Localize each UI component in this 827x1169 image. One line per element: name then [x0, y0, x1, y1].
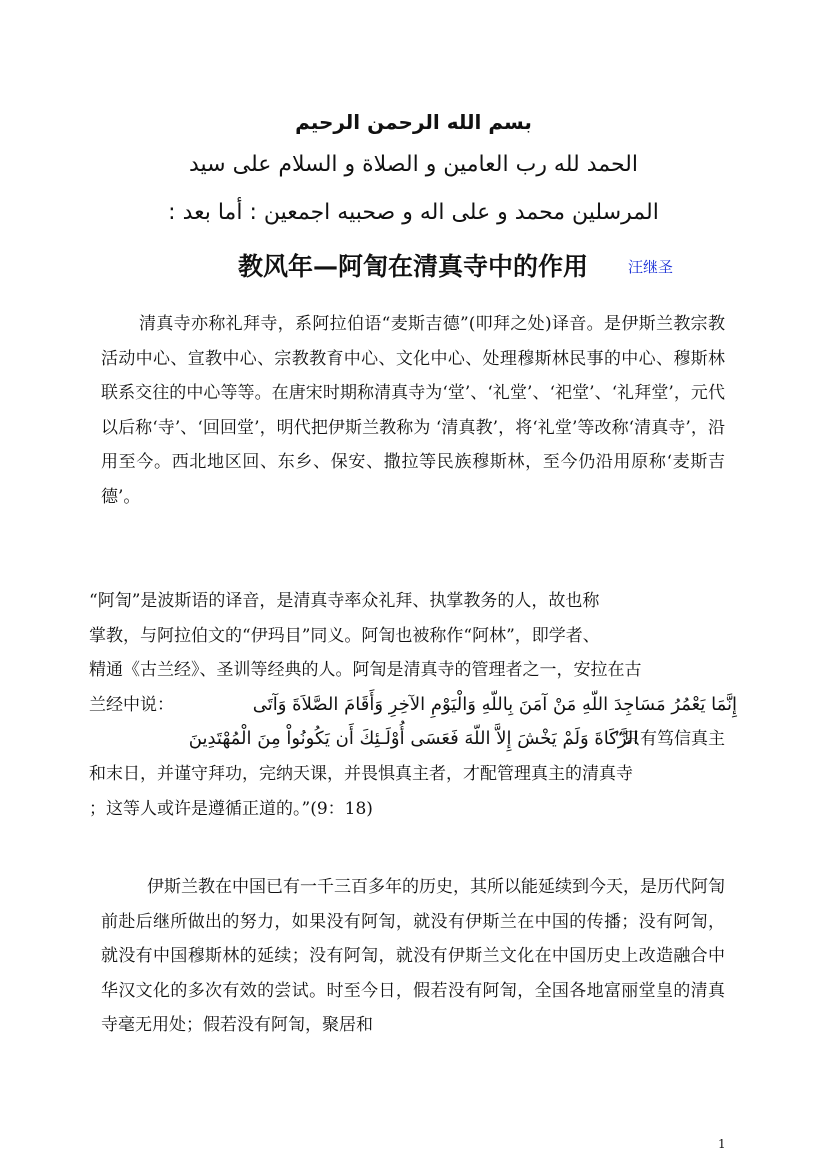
paragraph-imam-role: [89, 584, 737, 826]
translation-start: “只有笃信真主: [614, 729, 725, 750]
title-row: [0, 247, 827, 287]
paragraph-line: 和末日，并谨守拜功，完纳天课，并畏惧真主者，才配管理真主的清真寺: [89, 763, 633, 784]
arabic-praise-line-2: المرسلين محمد و على اله و صحبيه اجمعين : أما بعد :: [168, 200, 659, 225]
paragraph-mosque-definition: 清真寺亦称礼拜寺，系阿拉伯语“麦斯吉德”(叩拜之处)译音。是伊斯兰教宗教活动中心、宣教中心、宗教教育中心、文化中心、处理穆斯林民事的中心、穆斯林联系交往的中心等等。在唐宋时期称清真寺为‘堂’、‘礼堂’、‘祀堂’、‘礼拜堂’，元代以后称‘寺’、‘回回堂’，明代把伊斯兰教称为 ‘清真教’，将‘礼堂’等改称‘清真寺’，沿用至今。西北地区回、东乡、保安、撒拉等民族穆斯林，至今仍沿用原称‘麦斯吉德’。: [101, 314, 725, 507]
paragraph-history: 伊斯兰教在中国已有一千三百多年的历史，其所以能延续到今天，是历代阿訇前赴后继所做出的努力，如果没有阿訇，就没有伊斯兰在中国的传播；没有阿訇，就没有中国穆斯林的延续；没有阿訇，就没有伊斯兰文化在中国历史上改造融合中华汉文化的多次有效的尝试。时至今日，假若没有阿訇，全国各地富丽堂皇的清真寺毫无用处；假若没有阿訇，聚居和: [101, 877, 725, 1036]
paragraph-line: “阿訇”是波斯语的译音，是清真寺率众礼拜、执掌教务的人，故也称: [89, 591, 600, 611]
page-number: 1: [718, 1137, 726, 1151]
quran-line-2: [101, 722, 725, 757]
article-title: 教风年—阿訇在清真寺中的作用: [238, 252, 589, 281]
arabic-praise-line-1: الحمد لله رب العامين و الصلاة و السلام على سيد: [189, 152, 638, 177]
quran-line-1: [89, 688, 737, 723]
paragraph-line: 精通《古兰经》、圣训等经典的人。阿訇是清真寺的管理者之一，安拉在古: [89, 660, 642, 681]
basmala-heading: بسم الله الرحمن الرحيم: [295, 110, 532, 134]
paragraph-line: ；这等人或许是遵循正道的。”(9：18): [89, 798, 373, 819]
paragraph-line: 掌教，与阿拉伯文的“伊玛目”同义。阿訇也被称作“阿林”，即学者、: [89, 625, 600, 646]
quran-verse-part-2: الزَّكَاةَ وَلَمْ يَخْشَ إِلاَّ اللّهَ فَعَسَى أُوْلَـئِكَ أَن يَكُونُواْ مِنَ الْمُهْتَدِينَ: [188, 728, 639, 750]
quran-intro: 兰经中说：: [89, 694, 174, 715]
article-author: 汪继圣: [628, 258, 674, 276]
quran-verse-part-1: إِنَّمَا يَعْمُرُ مَسَاجِدَ اللّهِ مَنْ آمَنَ بِاللّهِ وَالْيَوْمِ الآخِرِ وَأَقَامَ الصَّلاَةَ وَآتَى: [252, 693, 737, 715]
